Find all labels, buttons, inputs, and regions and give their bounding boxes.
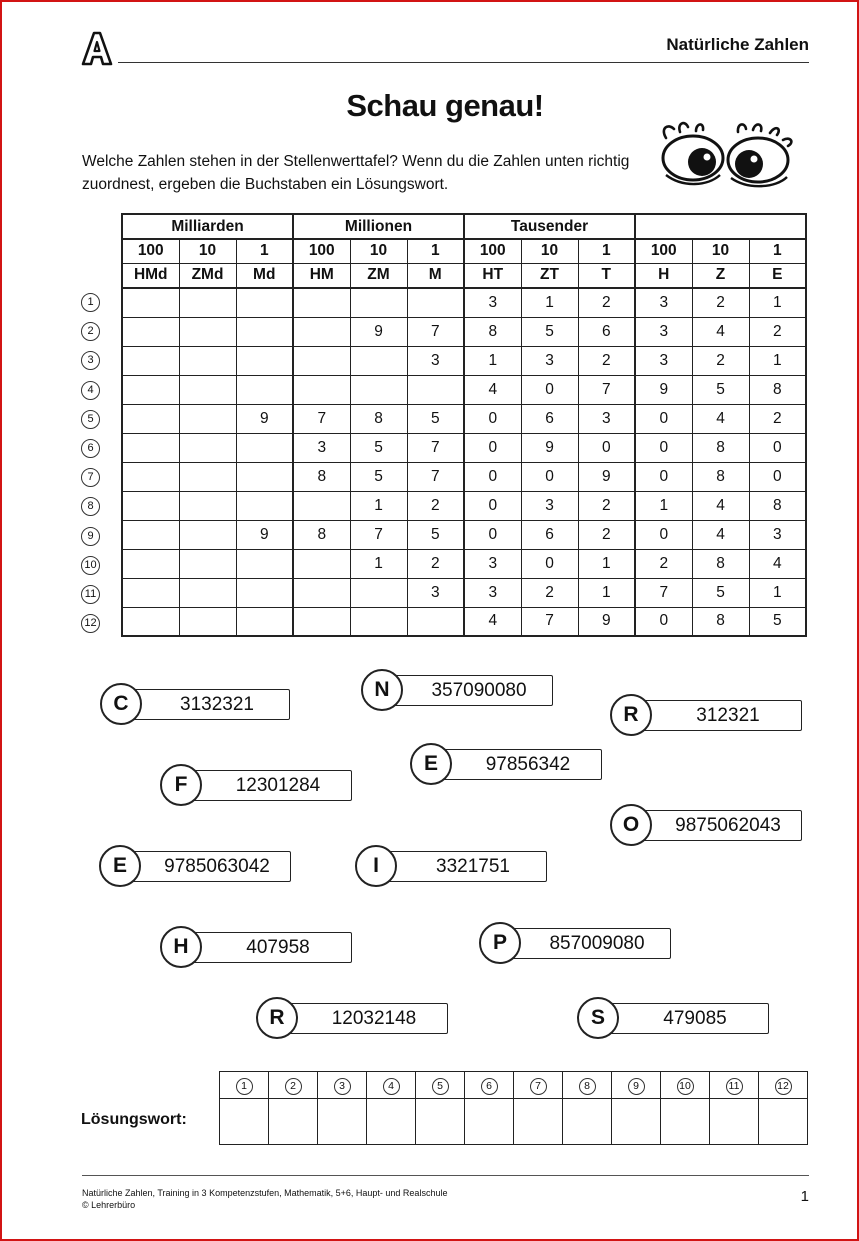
table-cell: 7: [350, 520, 407, 549]
answer-number: 10: [677, 1078, 694, 1095]
abbreviation-header: ZM: [350, 263, 407, 288]
table-cell: [122, 578, 179, 607]
table-cell: 2: [635, 549, 692, 578]
place-value-header: 10: [692, 239, 749, 263]
table-cell: 9: [578, 462, 635, 491]
table-row: [122, 433, 806, 462]
place-value-header: 10: [350, 239, 407, 263]
place-value-header: 1: [749, 239, 806, 263]
table-cell: 9: [578, 607, 635, 636]
tag-number: 9785063042: [129, 851, 291, 882]
row-number: 12: [81, 614, 100, 633]
table-cell: 2: [578, 520, 635, 549]
answer-letter-box[interactable]: [269, 1099, 318, 1145]
eyes-icon: [658, 120, 800, 190]
table-cell: 4: [464, 375, 521, 404]
table-row: [122, 520, 806, 549]
table-cell: 0: [749, 433, 806, 462]
table-row: [122, 375, 806, 404]
table-cell: [293, 288, 350, 317]
table-cell: 2: [578, 346, 635, 375]
table-cell: 8: [293, 462, 350, 491]
table-row: [122, 404, 806, 433]
letter-tag: [256, 997, 448, 1039]
table-cell: [407, 375, 464, 404]
answer-number: 1: [236, 1078, 253, 1095]
table-cell: [122, 462, 179, 491]
answer-letter-box[interactable]: [220, 1099, 269, 1145]
table-cell: 0: [464, 491, 521, 520]
table-cell: 4: [749, 549, 806, 578]
answer-number: 3: [334, 1078, 351, 1095]
table-row: [122, 462, 806, 491]
answer-number-cell: [318, 1072, 367, 1099]
table-cell: 8: [692, 433, 749, 462]
page-title: Schau genau!: [346, 88, 544, 123]
tag-number: 857009080: [509, 928, 671, 959]
tag-letter: R: [610, 694, 652, 736]
abbreviation-header: E: [749, 263, 806, 288]
table-cell: 8: [692, 462, 749, 491]
table-cell: [179, 288, 236, 317]
answer-number-cell: [514, 1072, 563, 1099]
answer-number-cell: [367, 1072, 416, 1099]
table-cell: 8: [350, 404, 407, 433]
footer-rule: [82, 1175, 809, 1176]
letter-tag: [479, 922, 671, 964]
answer-number: 7: [530, 1078, 547, 1095]
tag-letter: E: [410, 743, 452, 785]
table-cell: 1: [521, 288, 578, 317]
table-cell: 3: [464, 549, 521, 578]
table-cell: [179, 375, 236, 404]
tag-letter: S: [577, 997, 619, 1039]
table-cell: 4: [692, 491, 749, 520]
table-cell: 5: [692, 375, 749, 404]
row-number: 2: [81, 322, 100, 341]
place-value-header: 10: [521, 239, 578, 263]
instruction-text: Welche Zahlen stehen in der Stellenwerttafel? Wenn du die Zahlen unten richtig zuordnest, ergeben die Buchstaben ein Lösungswort.: [82, 153, 630, 193]
table-cell: [179, 404, 236, 433]
table-cell: [122, 491, 179, 520]
row-number: 8: [81, 497, 100, 516]
row-number: 9: [81, 527, 100, 546]
abbreviation-header: ZMd: [179, 263, 236, 288]
row-number: 10: [81, 556, 100, 575]
table-cell: 7: [407, 317, 464, 346]
table-cell: [179, 549, 236, 578]
answer-letter-box[interactable]: [367, 1099, 416, 1145]
table-cell: [179, 607, 236, 636]
table-cell: 1: [749, 346, 806, 375]
abbreviation-row: [122, 263, 806, 288]
table-cell: 5: [749, 607, 806, 636]
table-cell: 0: [635, 520, 692, 549]
abbreviation-header: Z: [692, 263, 749, 288]
answer-number-cell: [416, 1072, 465, 1099]
table-cell: 7: [578, 375, 635, 404]
place-value-header: 100: [635, 239, 692, 263]
letter-tag: [160, 926, 352, 968]
answer-letter-box[interactable]: [710, 1099, 759, 1145]
table-cell: [236, 607, 293, 636]
table-cell: [236, 549, 293, 578]
answer-number: 4: [383, 1078, 400, 1095]
table-cell: 8: [692, 549, 749, 578]
letter-tag: [610, 804, 802, 846]
group-header: Millionen: [293, 214, 464, 239]
table-cell: [179, 462, 236, 491]
table-cell: 1: [635, 491, 692, 520]
row-number: 3: [81, 351, 100, 370]
table-row: [122, 346, 806, 375]
table-cell: [236, 375, 293, 404]
table-cell: 0: [521, 462, 578, 491]
answer-number-cell: [269, 1072, 318, 1099]
answer-letter-box[interactable]: [612, 1099, 661, 1145]
tag-letter: P: [479, 922, 521, 964]
answer-number: 11: [726, 1078, 743, 1095]
table-cell: [122, 404, 179, 433]
table-cell: 5: [350, 462, 407, 491]
answer-number-cell: [220, 1072, 269, 1099]
table-cell: 0: [635, 607, 692, 636]
answer-box-row: [220, 1099, 808, 1145]
table-cell: [122, 317, 179, 346]
tag-number: 9875062043: [640, 810, 802, 841]
abbreviation-header: M: [407, 263, 464, 288]
table-cell: [350, 346, 407, 375]
table-cell: 3: [407, 346, 464, 375]
table-cell: 7: [635, 578, 692, 607]
answer-number-row: [220, 1072, 808, 1099]
table-cell: 6: [521, 404, 578, 433]
tag-number: 479085: [607, 1003, 769, 1034]
table-cell: 8: [692, 607, 749, 636]
table-cell: 3: [464, 288, 521, 317]
answer-number-cell: [759, 1072, 808, 1099]
table-cell: 9: [236, 520, 293, 549]
table-cell: [236, 578, 293, 607]
table-cell: 1: [350, 549, 407, 578]
letter-tag: [160, 764, 352, 806]
table-cell: [122, 607, 179, 636]
table-cell: 0: [464, 404, 521, 433]
answer-number: 8: [579, 1078, 596, 1095]
tag-letter: H: [160, 926, 202, 968]
table-cell: 5: [350, 433, 407, 462]
table-cell: 8: [293, 520, 350, 549]
table-cell: [293, 578, 350, 607]
answer-number-cell: [710, 1072, 759, 1099]
page-number: 1: [800, 1188, 809, 1205]
table-cell: 0: [521, 549, 578, 578]
tag-number: 312321: [640, 700, 802, 731]
tag-number: 12032148: [286, 1003, 448, 1034]
answer-letter-box[interactable]: [759, 1099, 808, 1145]
header-rule: [118, 62, 809, 63]
table-cell: [179, 346, 236, 375]
tag-letter: I: [355, 845, 397, 887]
abbreviation-header: H: [635, 263, 692, 288]
table-cell: 9: [635, 375, 692, 404]
table-cell: 6: [578, 317, 635, 346]
table-cell: 4: [464, 607, 521, 636]
table-cell: 5: [407, 520, 464, 549]
footer-text: [82, 1187, 447, 1211]
table-cell: [122, 549, 179, 578]
tag-number: 97856342: [440, 749, 602, 780]
answer-number-cell: [661, 1072, 710, 1099]
table-cell: 6: [521, 520, 578, 549]
table-row: [122, 288, 806, 317]
table-row: [122, 549, 806, 578]
letter-tag: [361, 669, 553, 711]
letter-tag: [355, 845, 547, 887]
table-cell: [122, 288, 179, 317]
tag-number: 12301284: [190, 770, 352, 801]
table-cell: 0: [635, 433, 692, 462]
answer-number: 9: [628, 1078, 645, 1095]
table-cell: 2: [749, 404, 806, 433]
table-cell: 3: [407, 578, 464, 607]
table-row: [122, 607, 806, 636]
row-number: 6: [81, 439, 100, 458]
table-cell: [122, 346, 179, 375]
letter-tag: [99, 845, 291, 887]
place-value-row: [122, 239, 806, 263]
answer-letter-box[interactable]: [465, 1099, 514, 1145]
table-cell: 2: [692, 346, 749, 375]
table-cell: [179, 317, 236, 346]
row-number: 5: [81, 410, 100, 429]
table-cell: [293, 375, 350, 404]
table-cell: [236, 462, 293, 491]
answer-number: 12: [775, 1078, 792, 1095]
table-cell: 3: [635, 288, 692, 317]
table-cell: [179, 433, 236, 462]
answer-letter-box[interactable]: [416, 1099, 465, 1145]
table-cell: [350, 578, 407, 607]
table-row: [122, 317, 806, 346]
answer-number-cell: [563, 1072, 612, 1099]
row-number: 4: [81, 381, 100, 400]
table-cell: 8: [464, 317, 521, 346]
table-cell: 2: [692, 288, 749, 317]
place-value-header: 1: [578, 239, 635, 263]
table-row: [122, 578, 806, 607]
answer-number: 6: [481, 1078, 498, 1095]
table-cell: 3: [578, 404, 635, 433]
table-cell: 9: [521, 433, 578, 462]
table-cell: [293, 607, 350, 636]
answer-letter-box[interactable]: [563, 1099, 612, 1145]
table-cell: 7: [521, 607, 578, 636]
answer-letter-box[interactable]: [318, 1099, 367, 1145]
table-cell: 1: [578, 549, 635, 578]
place-value-header: 1: [236, 239, 293, 263]
table-cell: [179, 520, 236, 549]
abbreviation-header: ZT: [521, 263, 578, 288]
table-cell: 2: [578, 491, 635, 520]
abbreviation-header: Md: [236, 263, 293, 288]
row-number: 7: [81, 468, 100, 487]
answer-number: 5: [432, 1078, 449, 1095]
table-cell: 4: [692, 404, 749, 433]
abbreviation-header: T: [578, 263, 635, 288]
answer-grid: [219, 1071, 808, 1145]
place-value-header: 1: [407, 239, 464, 263]
table-cell: 7: [293, 404, 350, 433]
table-cell: 8: [749, 491, 806, 520]
table-cell: [236, 317, 293, 346]
footer-line-1: Natürliche Zahlen, Training in 3 Kompetenzstufen, Mathematik, 5+6, Haupt- und Realschule: [82, 1188, 448, 1198]
table-cell: [236, 491, 293, 520]
answer-number-cell: [465, 1072, 514, 1099]
group-header: [635, 214, 806, 239]
table-cell: 9: [350, 317, 407, 346]
abbreviation-header: HMd: [122, 263, 179, 288]
tag-letter: E: [99, 845, 141, 887]
letter-tag: [577, 997, 769, 1039]
place-value-header: 100: [293, 239, 350, 263]
table-cell: 0: [578, 433, 635, 462]
tag-letter: C: [100, 683, 142, 725]
table-cell: [350, 288, 407, 317]
tag-number: 357090080: [391, 675, 553, 706]
table-cell: 4: [692, 520, 749, 549]
footer-line-2: © Lehrerbüro: [82, 1200, 136, 1210]
table-cell: 3: [635, 317, 692, 346]
tag-number: 3132321: [130, 689, 290, 720]
table-cell: 2: [749, 317, 806, 346]
table-cell: 2: [521, 578, 578, 607]
row-number: 1: [81, 293, 100, 312]
table-cell: [407, 288, 464, 317]
table-cell: 3: [635, 346, 692, 375]
table-cell: 0: [749, 462, 806, 491]
place-value-header: 10: [179, 239, 236, 263]
table-cell: 7: [407, 462, 464, 491]
table-cell: 3: [521, 491, 578, 520]
table-cell: [350, 375, 407, 404]
answer-number: 2: [285, 1078, 302, 1095]
group-header-row: [122, 214, 806, 239]
tag-letter: R: [256, 997, 298, 1039]
answer-letter-box[interactable]: [514, 1099, 563, 1145]
table-cell: [179, 578, 236, 607]
tag-number: 3321751: [385, 851, 547, 882]
table-cell: 7: [407, 433, 464, 462]
table-cell: 0: [635, 404, 692, 433]
logo-a-icon: [80, 30, 114, 66]
answer-number-cell: [612, 1072, 661, 1099]
table-cell: 1: [749, 578, 806, 607]
tag-letter: N: [361, 669, 403, 711]
table-cell: 2: [407, 549, 464, 578]
table-cell: 5: [692, 578, 749, 607]
table-cell: 8: [749, 375, 806, 404]
table-cell: [293, 346, 350, 375]
header-title: Natürliche Zahlen: [666, 35, 809, 54]
table-cell: 3: [464, 578, 521, 607]
table-cell: 0: [464, 462, 521, 491]
place-value-table: [121, 213, 807, 637]
table-cell: [179, 491, 236, 520]
table-cell: [122, 375, 179, 404]
letter-tag: [410, 743, 602, 785]
letter-tag: [100, 683, 290, 725]
place-value-header: 100: [122, 239, 179, 263]
table-cell: 3: [749, 520, 806, 549]
table-cell: 1: [464, 346, 521, 375]
table-cell: [122, 433, 179, 462]
table-cell: 3: [293, 433, 350, 462]
tag-letter: O: [610, 804, 652, 846]
table-row: [122, 491, 806, 520]
table-cell: 0: [464, 520, 521, 549]
table-cell: [236, 288, 293, 317]
group-header: Tausender: [464, 214, 635, 239]
table-cell: [236, 346, 293, 375]
table-cell: [293, 549, 350, 578]
table-cell: 5: [521, 317, 578, 346]
group-header: Milliarden: [122, 214, 293, 239]
table-cell: 0: [521, 375, 578, 404]
place-value-header: 100: [464, 239, 521, 263]
letter-tag: [610, 694, 802, 736]
table-cell: 2: [407, 491, 464, 520]
table-cell: [122, 520, 179, 549]
table-cell: [293, 317, 350, 346]
table-cell: [350, 607, 407, 636]
table-cell: 2: [578, 288, 635, 317]
table-cell: 3: [521, 346, 578, 375]
table-cell: 4: [692, 317, 749, 346]
table-cell: 5: [407, 404, 464, 433]
answer-label: Lösungswort:: [81, 1111, 187, 1128]
table-cell: 0: [635, 462, 692, 491]
table-cell: 1: [350, 491, 407, 520]
abbreviation-header: HM: [293, 263, 350, 288]
table-cell: 1: [578, 578, 635, 607]
table-cell: [293, 491, 350, 520]
tag-letter: F: [160, 764, 202, 806]
tag-number: 407958: [190, 932, 352, 963]
table-cell: 0: [464, 433, 521, 462]
table-cell: 1: [749, 288, 806, 317]
table-cell: [407, 607, 464, 636]
row-number: 11: [81, 585, 100, 604]
table-cell: [236, 433, 293, 462]
table-cell: 9: [236, 404, 293, 433]
answer-letter-box[interactable]: [661, 1099, 710, 1145]
abbreviation-header: HT: [464, 263, 521, 288]
